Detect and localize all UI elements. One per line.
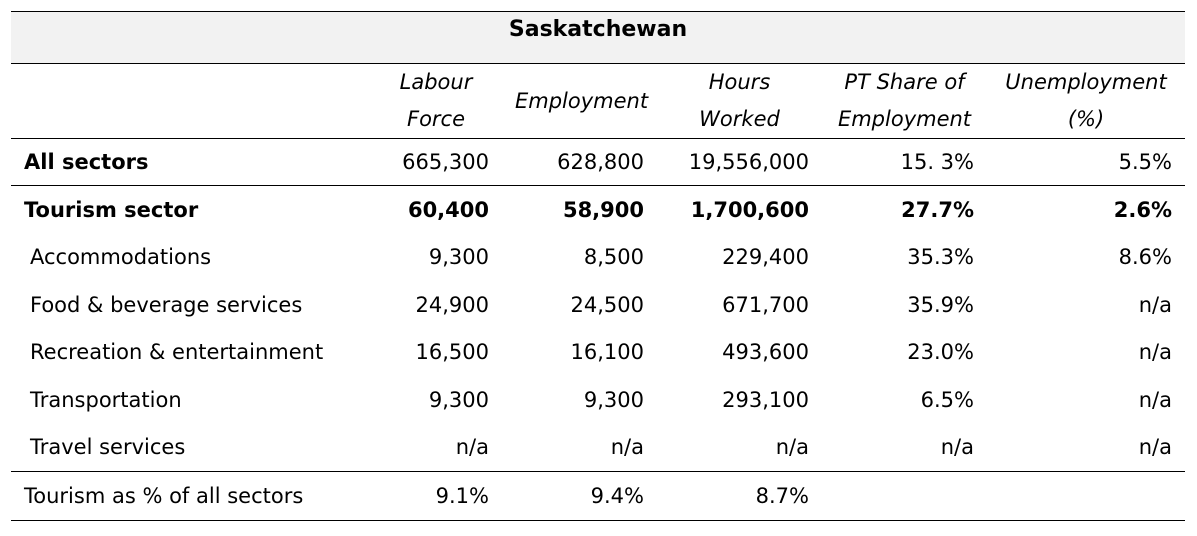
cell-unemployment: 2.6% <box>1113 197 1172 222</box>
cell-unemployment: n/a <box>1138 387 1172 412</box>
cell-hours-worked: 8.7% <box>657 472 822 521</box>
statistics-table <box>11 64 1185 521</box>
header-employment: Employment <box>502 64 657 139</box>
cell-employment: n/a <box>502 424 657 472</box>
cell-hours-worked: 671,700 <box>722 292 809 317</box>
table-row-accommodations <box>11 234 1185 282</box>
cell-labour-force: 24,900 <box>415 292 489 317</box>
cell-pt-share: 35.9% <box>907 292 974 317</box>
header-hours-worked: Hours Worked <box>657 64 822 139</box>
cell-employment: 9,300 <box>583 387 644 412</box>
cell-employment: 24,500 <box>570 292 644 317</box>
row-label: Recreation & entertainment <box>30 340 324 365</box>
cell-labour-force: 9.1% <box>370 472 502 521</box>
cell-hours-worked: n/a <box>657 424 822 472</box>
row-label: Travel services <box>11 424 370 472</box>
cell-hours-worked: 293,100 <box>722 387 809 412</box>
header-pt-share: PT Share of Employment <box>822 64 987 139</box>
table-row-travel-services <box>11 424 1185 472</box>
statistics-table-container <box>11 11 1185 521</box>
table-title: Saskatchewan <box>11 11 1185 64</box>
table-row-tourism-percent <box>11 472 1185 521</box>
table-row-all-sectors <box>11 139 1185 186</box>
table-row-tourism-sector <box>11 186 1185 234</box>
cell-employment: 8,500 <box>583 245 644 270</box>
cell-labour-force: 9,300 <box>428 245 489 270</box>
cell-employment: 628,800 <box>502 139 657 186</box>
cell-unemployment <box>987 472 1185 521</box>
cell-pt-share: 27.7% <box>901 197 974 222</box>
cell-labour-force: 9,300 <box>428 387 489 412</box>
cell-labour-force: 60,400 <box>407 197 489 222</box>
table-row-food-beverage <box>11 281 1185 329</box>
cell-unemployment: n/a <box>1138 340 1172 365</box>
cell-pt-share: 35.3% <box>907 245 974 270</box>
cell-pt-share: 15. 3% <box>822 139 987 186</box>
cell-hours-worked: 229,400 <box>722 245 809 270</box>
header-blank <box>11 64 370 139</box>
row-label: Transportation <box>30 387 182 412</box>
row-label: Accommodations <box>30 245 212 270</box>
table-row-recreation <box>11 329 1185 377</box>
row-label: Tourism as % of all sectors <box>11 472 370 521</box>
cell-unemployment: 5.5% <box>987 139 1185 186</box>
cell-labour-force: 665,300 <box>370 139 502 186</box>
cell-employment: 16,100 <box>570 340 644 365</box>
cell-hours-worked: 493,600 <box>722 340 809 365</box>
cell-hours-worked: 19,556,000 <box>657 139 822 186</box>
cell-pt-share <box>822 472 987 521</box>
cell-pt-share: 6.5% <box>920 387 974 412</box>
row-label: Food & beverage services <box>30 292 303 317</box>
cell-unemployment: 8.6% <box>1118 245 1172 270</box>
cell-pt-share: 23.0% <box>907 340 974 365</box>
row-label: Tourism sector <box>24 197 199 222</box>
cell-employment: 9.4% <box>502 472 657 521</box>
cell-hours-worked: 1,700,600 <box>690 197 809 222</box>
header-labour-force: Labour Force <box>370 64 502 139</box>
cell-employment: 58,900 <box>562 197 644 222</box>
header-row <box>11 64 1185 139</box>
row-label: All sectors <box>11 139 370 186</box>
header-unemployment: Unemployment (%) <box>987 64 1185 139</box>
table-row-transportation <box>11 376 1185 424</box>
cell-labour-force: n/a <box>370 424 502 472</box>
cell-unemployment: n/a <box>1138 292 1172 317</box>
cell-unemployment: n/a <box>987 424 1185 472</box>
cell-labour-force: 16,500 <box>415 340 489 365</box>
cell-pt-share: n/a <box>822 424 987 472</box>
